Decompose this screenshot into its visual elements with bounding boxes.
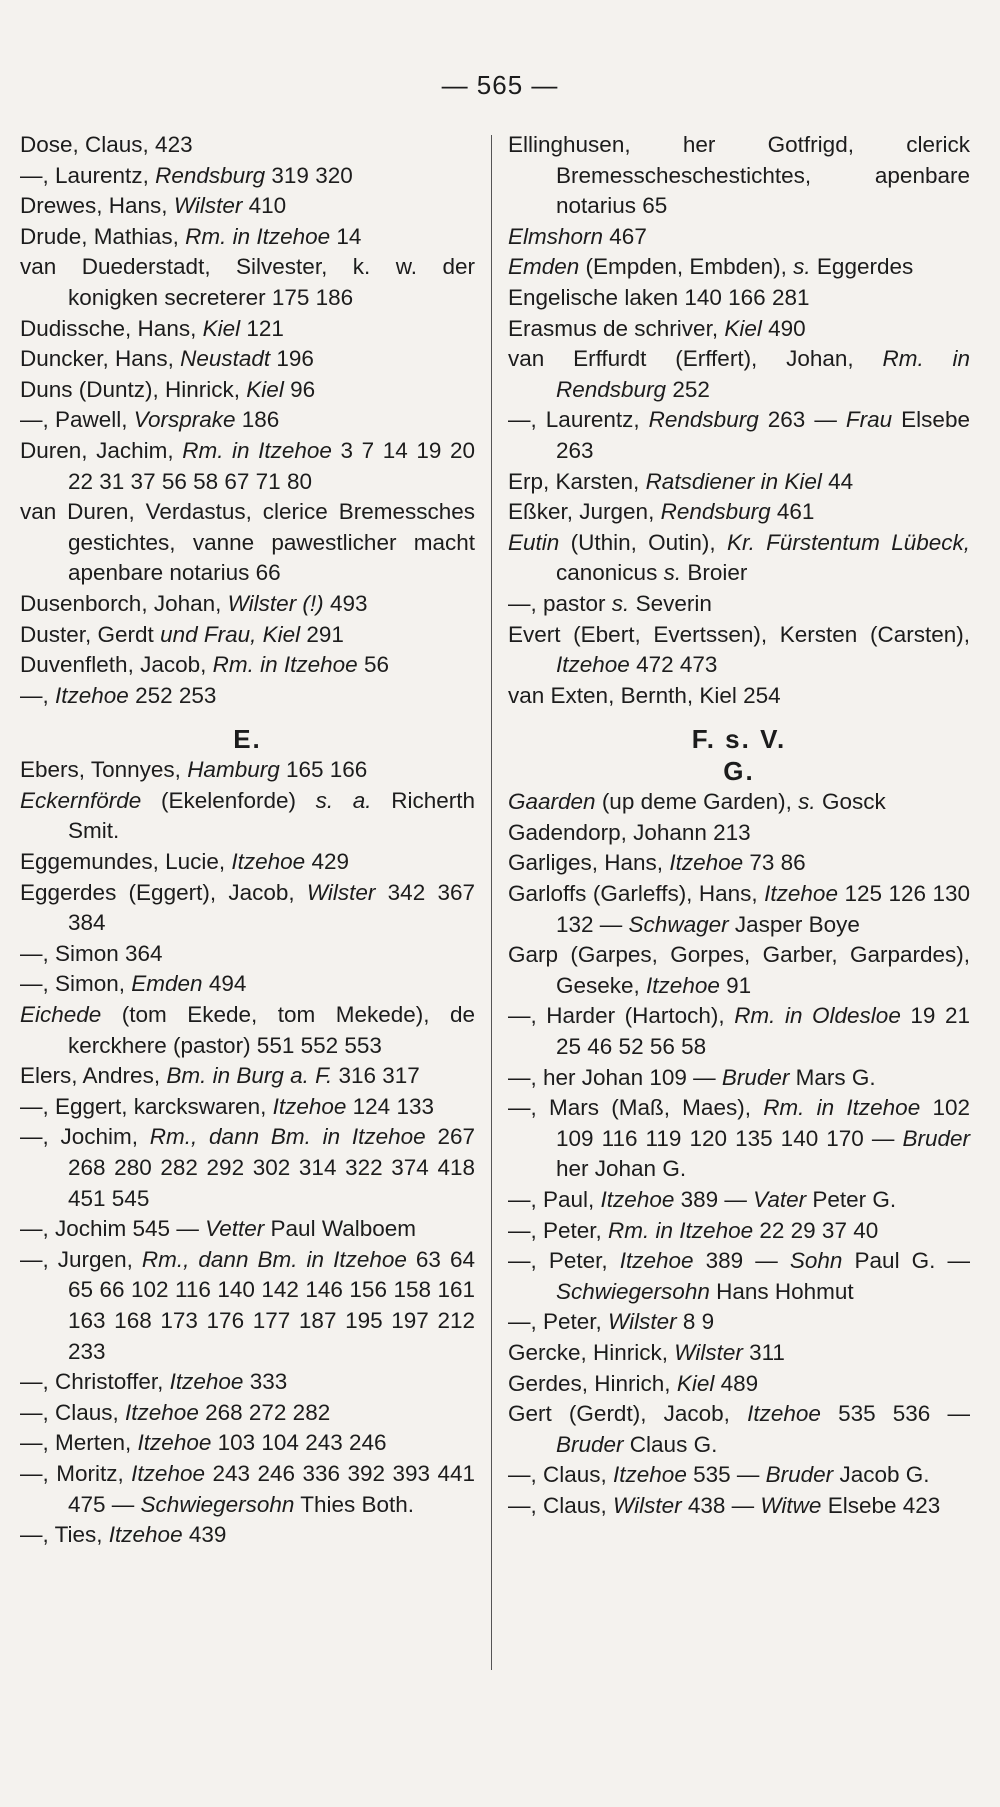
entry-text: Ratsdiener in Kiel [645,468,822,494]
entry-text: s. [663,560,682,586]
entry-text: —, Claus, [508,1462,614,1488]
index-entry [20,939,475,970]
index-entry [508,252,970,283]
entry-text: Kiel [246,376,284,402]
entry-text: —, her Johan 109 — [508,1064,722,1090]
entry-text: —, Harder (Hartoch), [508,1003,735,1029]
entry-text: Emden [508,254,580,280]
entry-text: Duncker, Hans, [20,346,181,372]
entry-list-e [20,755,475,1550]
entry-text: —, Pawell, [20,407,134,433]
entry-text: Rm. in Itzehoe [182,437,332,463]
entry-text: Schwager [628,911,729,937]
column-divider [491,135,492,1670]
entry-text: Rm., dann Bm. in Itzehoe [149,1124,426,1150]
entry-text: Eßker, Jurgen, [508,499,661,525]
index-entry [20,1398,475,1429]
index-entry [20,755,475,786]
entry-text: 124 133 [346,1093,434,1119]
entry-text: Itzehoe [169,1369,244,1395]
entry-text: Rendsburg [155,162,266,188]
index-column-left [20,130,475,1551]
index-entry [508,1369,970,1400]
entry-text: 467 [603,223,647,249]
entry-text: Itzehoe [137,1430,212,1456]
entry-text: Kr. Fürstentum Lübeck, [726,529,971,555]
entry-text: (Empden, Embden), [579,254,794,280]
entry-text: Itzehoe [619,1248,694,1274]
entry-text: her Johan G. [556,1156,687,1182]
entry-text: Elers, Andres, [20,1063,167,1089]
index-entry [20,344,475,375]
entry-list-d [20,130,475,711]
index-entry [20,161,475,192]
entry-text: 389 — [693,1248,790,1274]
entry-text: Itzehoe [131,1460,205,1486]
entry-text: Itzehoe [272,1093,347,1119]
entry-text: Vorsprake [133,407,236,433]
index-entry [20,191,475,222]
entry-text: (Ekelenforde) [141,787,316,813]
index-entry [20,786,475,847]
entry-text: Itzehoe [669,850,744,876]
entry-text: Erasmus de schriver, [508,315,725,341]
section-header-e: E. [233,724,262,755]
entry-text: s. [793,254,811,280]
entry-text: —, Simon, [20,971,132,997]
entry-text: Gadendorp, Johann 213 [508,819,751,845]
entry-text: Rm. in Rendsburg [556,346,970,402]
index-entry [508,848,970,879]
entry-text: 490 [761,315,806,341]
entry-text: Claus G. [623,1431,718,1457]
index-entry [508,405,970,466]
index-entry [20,1428,475,1459]
index-entry [20,1061,475,1092]
page-number: — 565 — [441,70,559,100]
entry-text: 19 21 25 46 52 56 58 [556,1003,970,1060]
entry-text: Paul Walboem [264,1216,417,1242]
index-entry [508,1216,970,1247]
entry-text: 535 — [686,1462,766,1488]
entry-text: Rm. in Itzehoe [212,652,358,678]
entry-text: 186 [235,407,280,433]
entry-text: Mars G. [789,1064,876,1090]
entry-text: Vetter [205,1216,265,1242]
index-entry [20,620,475,651]
entry-text: Dose, Claus, 423 [20,132,193,157]
entry-text: Severin [629,590,712,616]
entry-text: Emden [131,971,203,997]
entry-text: Rm. in Itzehoe [608,1217,754,1243]
entry-text: Ellinghusen, her Gotfrigd, clerick Bremesscheschestichtes, apenbare notarius 65 [508,132,970,219]
index-entry [508,497,970,528]
entry-text: Bruder [765,1462,834,1488]
entry-text: Wilster [306,879,376,905]
index-entry [508,1460,970,1491]
entry-text: Eggerdes [810,254,914,280]
entry-text: 3 7 14 19 20 22 31 37 56 58 67 71 80 [68,437,475,494]
entry-text: Itzehoe [125,1399,199,1425]
index-entry [20,497,475,589]
entry-text: 63 64 65 66 102 116 140 142 146 156 158 161 163 168 173 176 177 187 195 197 212 233 [68,1246,475,1364]
entry-text: 342 367 384 [68,879,475,936]
entry-text: Gaarden [508,789,596,815]
entry-text: Neustadt [180,346,271,372]
entry-text: Eggemundes, Lucie, [20,849,232,875]
index-entry [508,1399,970,1460]
entry-text: Jasper Boye [728,911,860,937]
entry-text: Broier [681,560,748,586]
entry-text: 291 [300,621,344,647]
index-entry [508,314,970,345]
entry-text: —, Ties, [20,1522,109,1548]
entry-text: Wilster [608,1309,677,1335]
entry-text: Drude, Mathias, [20,223,186,249]
index-entry [20,314,475,345]
index-entry [20,1520,475,1551]
index-entry [508,589,970,620]
index-entry [20,1459,475,1520]
entry-text: —, Laurentz, [20,162,156,188]
entry-text: 263 — [758,407,846,433]
entry-text: Richerth Smit. [68,787,475,844]
entry-text: Thies Both. [294,1491,415,1517]
entry-text: 319 320 [265,162,353,188]
entry-text: Itzehoe [231,849,306,875]
index-entry [508,283,970,314]
index-entry [508,1093,970,1185]
entry-text: —, Mars (Maß, Maes), [508,1095,764,1121]
entry-text: 73 86 [743,850,806,876]
entry-text: 243 246 336 392 393 441 475 — [68,1460,475,1517]
section-header-g: G. [723,756,755,787]
entry-text: 438 — [681,1492,761,1518]
entry-text: Itzehoe [613,1462,687,1488]
entry-text: van Erffurdt (Erffert), Johan, [508,346,883,372]
entry-text: Witwe [760,1492,822,1518]
entry-text: Garloffs (Garleffs), Hans, [508,881,765,907]
entry-text: Vater [753,1187,807,1212]
entry-text: Rm., dann Bm. in Itzehoe [141,1246,407,1272]
entry-text: Bruder [721,1064,790,1090]
index-entry [20,589,475,620]
entry-text: Itzehoe [55,682,129,708]
entry-text: Kiel [724,315,762,341]
entry-text: Jacob G. [833,1462,930,1488]
entry-text: Wilster [613,1492,682,1518]
entry-text: 389 — [674,1187,754,1212]
index-entry [508,1001,970,1062]
index-entry [20,436,475,497]
entry-text: —, [20,682,56,708]
entry-text: 461 [770,499,815,525]
entry-text: 102 109 116 119 120 135 140 170 — [556,1095,970,1151]
entry-text: Bruder [902,1125,970,1151]
entry-text: 439 [182,1522,227,1548]
index-entry [20,847,475,878]
entry-text: Wilster [173,193,243,219]
entry-text: 268 272 282 [198,1399,331,1425]
entry-text: 410 [242,193,287,219]
entry-text: (Uthin, Outin), [559,529,727,555]
entry-text: s. [798,789,816,815]
entry-text: —, Moritz, [20,1460,132,1486]
entry-text: 535 536 — [820,1401,970,1427]
entry-text: Elsebe 423 [821,1492,941,1518]
index-entry [508,1338,970,1369]
entry-text: canonicus [556,560,664,586]
index-entry [20,252,475,313]
entry-text: —, Peter, [508,1248,620,1274]
entry-text: Bm. in Burg a. F. [166,1063,333,1089]
entry-text: Kiel [202,315,241,341]
entry-text: Dudissche, Hans, [20,315,203,341]
entry-text: —, Claus, [20,1399,126,1425]
entry-text: Gert (Gerdt), Jacob, [508,1401,748,1427]
entry-text: —, Merten, [20,1430,138,1456]
entry-text: Gerdes, Hinrich, [508,1370,677,1396]
entry-list-g [508,787,970,1521]
entry-text: 103 104 243 246 [211,1430,387,1456]
index-entry [508,1063,970,1094]
entry-text: Rm. in Itzehoe [763,1095,921,1121]
entry-text: 493 [323,590,368,616]
entry-text: 489 [714,1370,759,1396]
index-entry [508,787,970,818]
entry-text: 252 253 [128,682,217,708]
entry-text: Elsebe 263 [556,407,970,463]
entry-text: 316 317 [332,1063,420,1089]
entry-text: Frau [845,407,893,433]
entry-text: van Duederstadt, Silvester, k. w. der konigken secreterer 175 186 [20,254,475,310]
entry-text: —, Jochim, [20,1124,150,1150]
entry-text: Duster, Gerdt [20,621,161,647]
index-entry [508,879,970,940]
entry-text: Itzehoe [764,881,838,907]
index-entry [508,1491,970,1522]
entry-text: Dusenborch, Johan, [20,590,228,616]
entry-text: Gercke, Hinrick, [508,1339,675,1365]
index-entry [508,130,970,222]
index-entry [20,1092,475,1123]
entry-text: Itzehoe [600,1187,675,1212]
index-entry [508,1307,970,1338]
entry-text: Peter G. [806,1187,897,1212]
section-header-f: F. s. V. [691,724,787,755]
entry-text: 96 [283,376,316,402]
entry-text: Drewes, Hans, [20,193,174,219]
entry-text: —, Jochim 545 — [20,1216,206,1242]
entry-text: 125 126 130 132 — [556,881,970,937]
entry-text: Schwiegersohn [140,1491,295,1517]
entry-text: Duns (Duntz), Hinrick, [20,376,247,402]
index-entry [508,344,970,405]
entry-text: Sohn [789,1248,843,1274]
entry-text: Gosck [815,789,886,815]
entry-text: Ebers, Tonnyes, [20,757,188,783]
entry-text: 22 29 37 40 [753,1217,879,1243]
entry-list-e-cont [508,130,970,711]
index-entry [508,1246,970,1307]
entry-text: Rm. in Oldesloe [734,1003,901,1029]
entry-text: —, Claus, [508,1492,614,1518]
entry-text: Hamburg [187,757,280,783]
entry-text: Wilster [674,1339,743,1365]
entry-text: Duren, Jachim, [20,437,183,463]
index-entry [20,1214,475,1245]
entry-text: —, Peter, [508,1217,609,1243]
entry-text: Itzehoe [646,972,720,998]
entry-text: 165 166 [279,757,368,783]
entry-text: Duvenfleth, Jacob, [20,652,213,678]
entry-text: s. a. [315,787,372,813]
index-entry [20,222,475,253]
entry-text: Evert (Ebert, Evertssen), Kersten (Carsten), [508,621,970,647]
entry-text: (tom Ekede, tom Mekede), de kerckhere (pastor) 551 552 553 [68,1002,475,1058]
entry-text: Erp, Karsten, [508,468,646,494]
entry-text: Eggerdes (Eggert), Jacob, [20,879,307,905]
entry-text: van Duren, Verdastus, clerice Bremessches gestichtes, vanne pawestlicher macht apenbare notarius 66 [20,499,475,586]
entry-text: 252 [666,376,710,402]
index-entry [508,1185,970,1216]
entry-text: 333 [243,1369,288,1395]
entry-text: Hans Hohmut [709,1278,854,1304]
entry-text: und Frau, Kiel [160,621,301,647]
entry-text: 91 [719,972,752,998]
entry-text: s. [611,590,630,616]
index-entry [508,940,970,1001]
entry-text: Itzehoe [747,1401,821,1427]
index-entry [20,1245,475,1367]
entry-text: —, Jurgen, [20,1246,142,1272]
index-entry [20,969,475,1000]
index-entry [20,405,475,436]
entry-text: Itzehoe [108,1522,183,1548]
index-entry [20,681,475,712]
entry-text: Garp (Garpes, Gorpes, Garber, Garpardes), Geseke, [508,942,970,998]
index-entry [20,1122,475,1214]
entry-text: Eichede [20,1002,102,1028]
entry-text: 196 [270,346,314,372]
entry-text: 44 [821,468,854,494]
entry-text: —, Eggert, karckswaren, [20,1093,273,1119]
entry-text: Wilster (!) [227,590,324,616]
entry-text: 311 [742,1339,785,1365]
index-entry [508,467,970,498]
entry-text: Elmshorn [508,223,604,249]
entry-text: (up deme Garden), [595,789,799,815]
entry-text: Garliges, Hans, [508,850,670,876]
entry-text: 8 9 [676,1309,715,1335]
index-entry [20,878,475,939]
entry-text: 472 473 [629,652,718,678]
entry-text: —, Simon 364 [20,940,163,966]
entry-text: —, Peter, [508,1309,609,1335]
entry-text: Rendsburg [648,407,759,433]
entry-text: Rm. in Itzehoe [185,223,331,249]
entry-text: Rendsburg [660,499,771,525]
index-entry [20,1000,475,1061]
entry-text: 267 268 280 282 292 302 314 322 374 418 451 545 [68,1124,476,1211]
entry-text: Itzehoe [556,652,630,678]
entry-text: —, pastor [508,590,612,616]
index-column-right [508,130,970,1522]
index-entry [508,528,970,589]
index-entry [508,818,970,849]
entry-text: 56 [357,652,389,678]
entry-text: —, Paul, [508,1187,601,1212]
entry-text: Eutin [508,529,560,555]
index-entry [20,130,475,161]
entry-text: Eckernförde [20,787,142,813]
entry-text: —, Christoffer, [20,1369,170,1395]
entry-text: 121 [240,315,284,341]
entry-text: van Exten, Bernth, Kiel 254 [508,682,781,708]
index-entry [508,681,970,712]
index-entry [508,222,970,253]
index-entry [20,375,475,406]
entry-text: Paul G. — [842,1248,971,1274]
index-entry [20,1367,475,1398]
entry-text: Kiel [676,1370,715,1396]
entry-text: 494 [202,971,247,997]
entry-text: Bruder [556,1431,624,1457]
entry-text: —, Laurentz, [508,407,649,433]
entry-text: 14 [330,223,362,249]
entry-text: Schwiegersohn [556,1278,710,1304]
entry-text: Engelische laken 140 166 281 [508,284,810,310]
index-entry [20,650,475,681]
entry-text: 429 [305,849,349,875]
index-entry [508,620,970,681]
